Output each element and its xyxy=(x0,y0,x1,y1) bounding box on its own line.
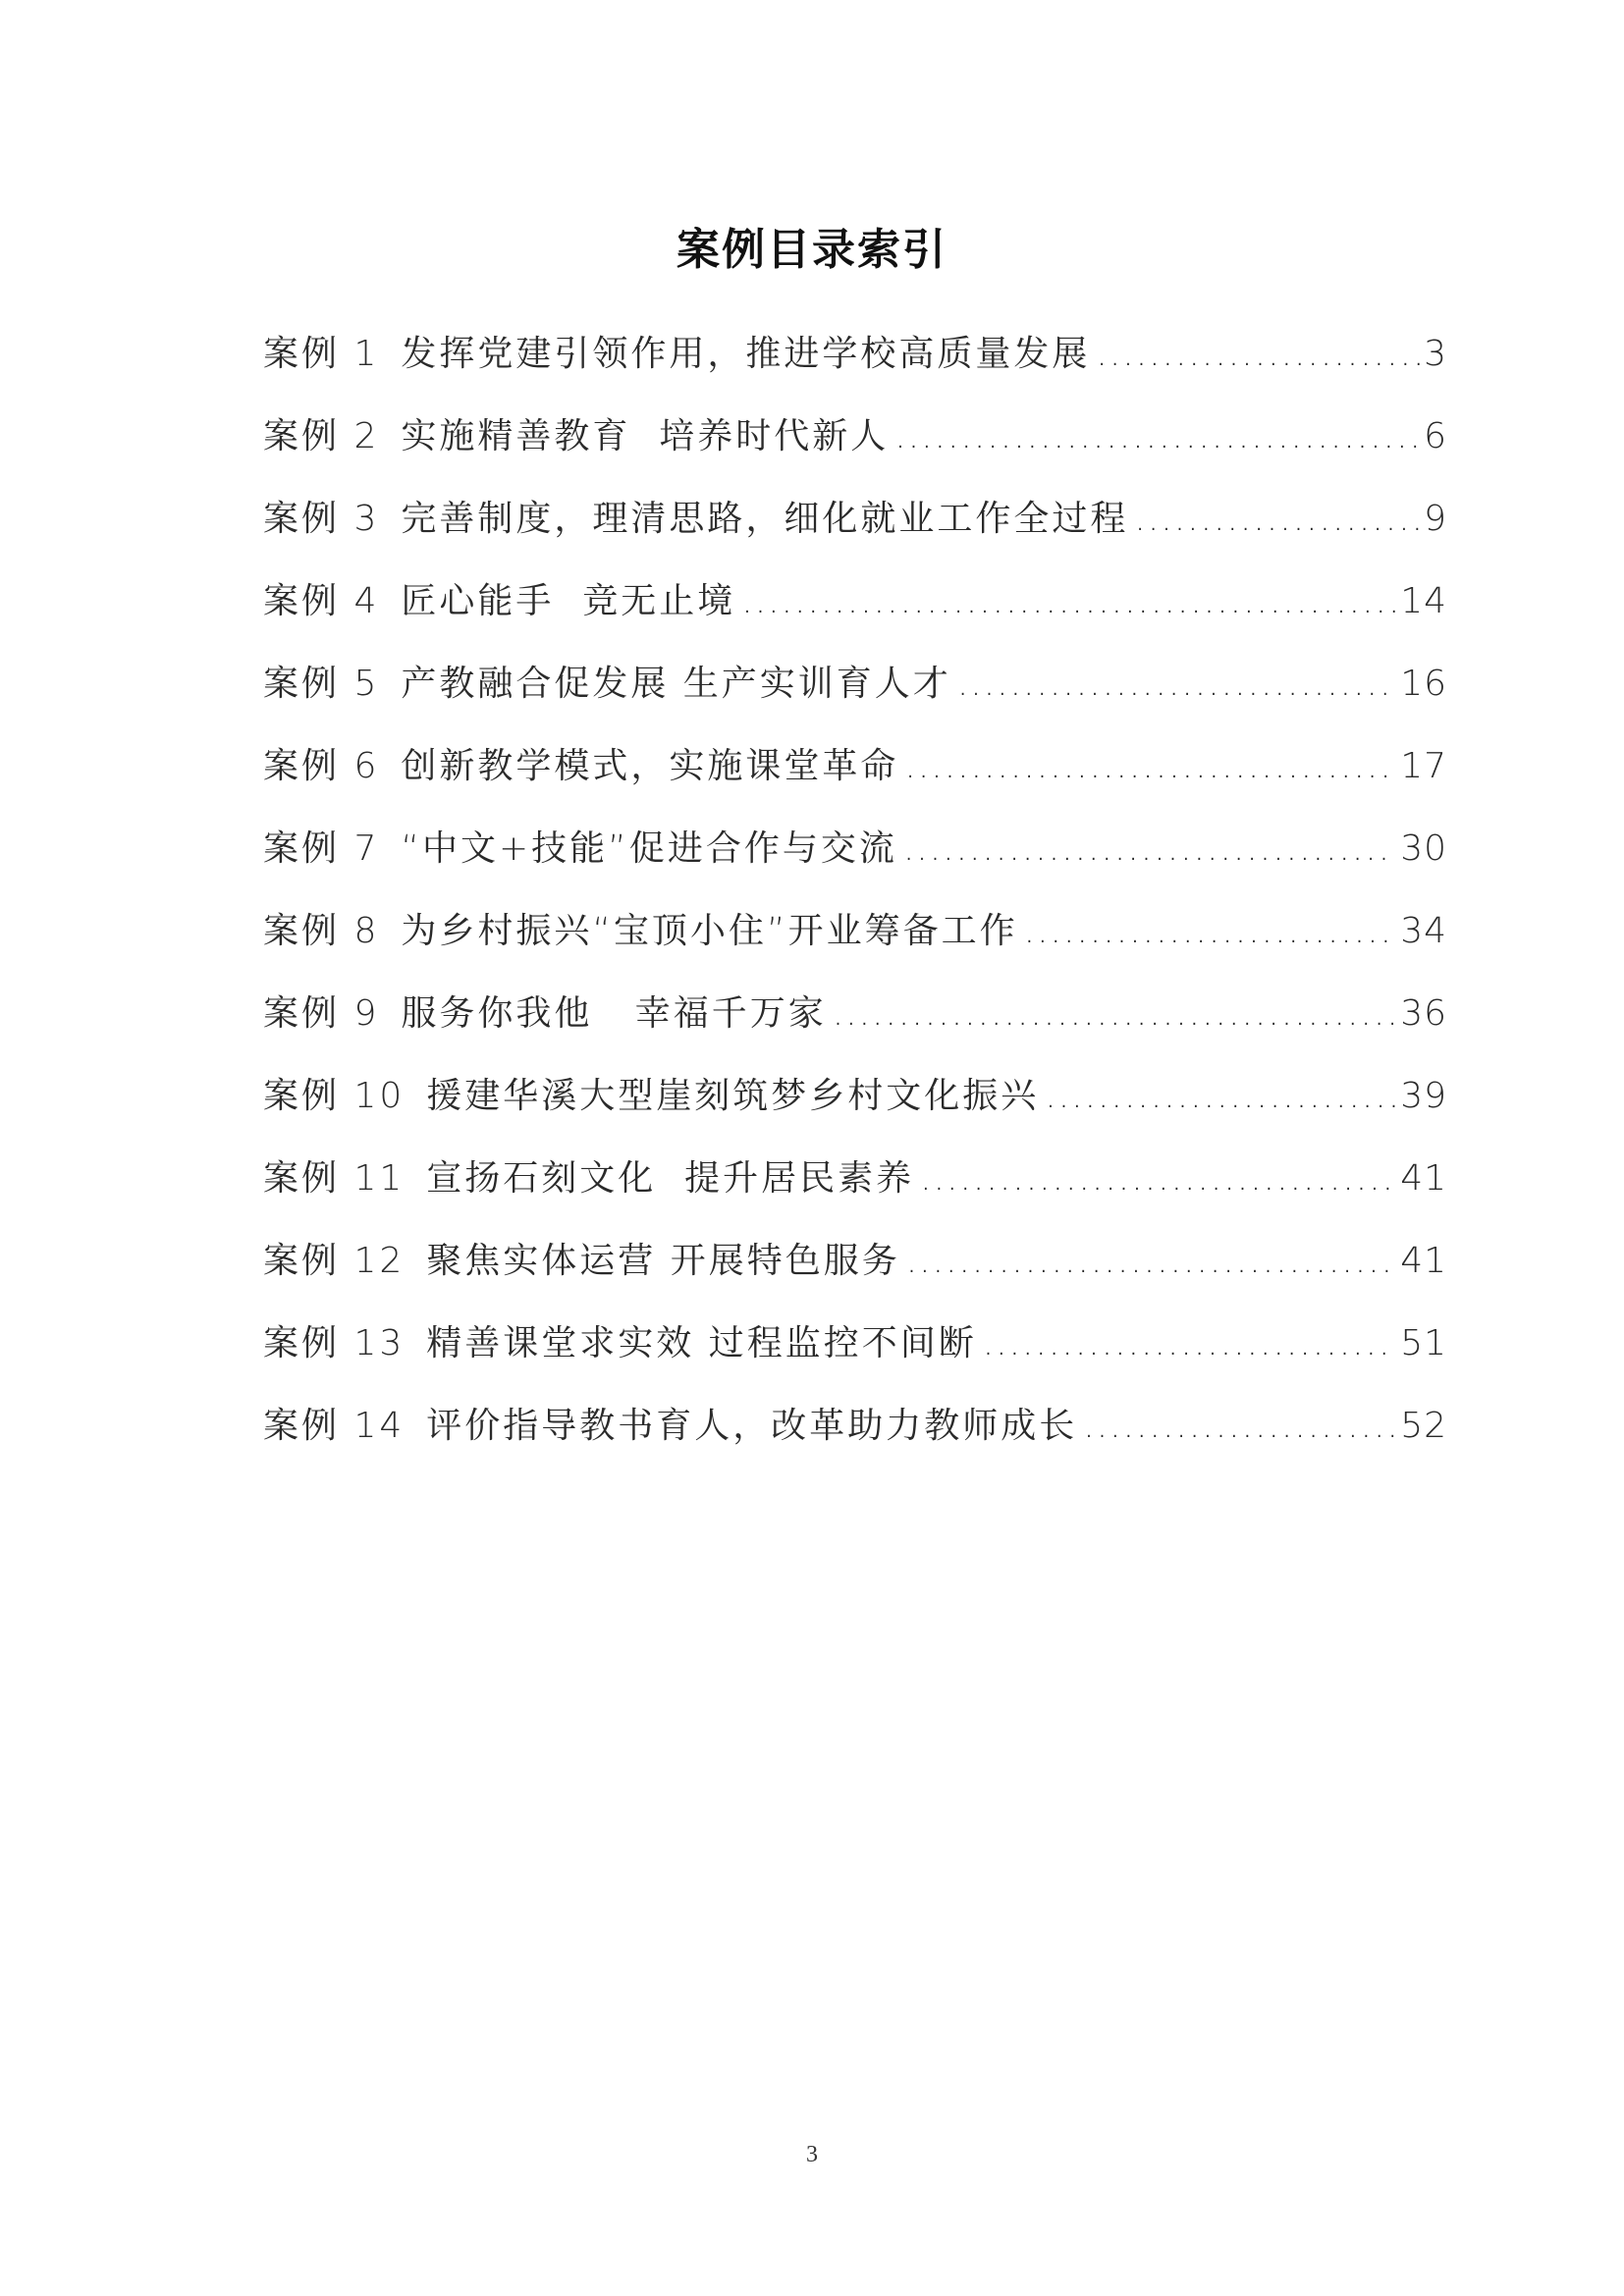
toc-page-number: 36 xyxy=(1400,993,1447,1034)
toc-entry[interactable] xyxy=(263,1398,1447,1480)
toc-dot-leader xyxy=(894,416,1420,456)
toc-entry[interactable] xyxy=(263,1315,1447,1398)
toc-entry-title: 精善课堂求实效 过程监控不间断 xyxy=(426,1323,977,1363)
toc-page-number: 52 xyxy=(1400,1406,1447,1446)
toc-case-label: 案例 6 xyxy=(263,746,380,786)
toc-dot-leader xyxy=(904,746,1396,786)
toc-case-label: 案例 10 xyxy=(263,1076,406,1116)
toc-case-label: 案例 3 xyxy=(263,499,380,539)
toc-page-number: 6 xyxy=(1424,416,1447,456)
toc-entry-title: 为乡村振兴“宝顶小住”开业筹备工作 xyxy=(401,911,1018,951)
toc-entry[interactable] xyxy=(263,491,1447,573)
toc-page-number: 51 xyxy=(1400,1323,1447,1363)
toc-entry-title: 实施精善教育 培养时代新人 xyxy=(401,416,890,456)
toc-case-label: 案例 8 xyxy=(263,911,380,951)
toc-entry[interactable] xyxy=(263,1068,1447,1150)
toc-page-number: 39 xyxy=(1400,1076,1447,1116)
toc-dot-leader xyxy=(920,1158,1396,1199)
toc-entry[interactable] xyxy=(263,1233,1447,1315)
toc-entry[interactable] xyxy=(263,986,1447,1068)
toc-case-label: 案例 2 xyxy=(263,416,380,456)
toc-entry[interactable] xyxy=(263,1150,1447,1233)
toc-entry[interactable] xyxy=(263,573,1447,656)
toc-entry-title: 产教融合促发展 生产实训育人才 xyxy=(401,664,951,704)
toc-entry-title: 完善制度，理清思路，细化就业工作全过程 xyxy=(401,499,1129,539)
toc-page-number: 16 xyxy=(1400,664,1447,704)
toc-case-label: 案例 5 xyxy=(263,664,380,704)
toc-page-number: 17 xyxy=(1400,746,1447,786)
toc-entry[interactable] xyxy=(263,903,1447,986)
toc-case-label: 案例 13 xyxy=(263,1323,406,1363)
toc-page-number: 30 xyxy=(1400,828,1447,869)
page-number: 3 xyxy=(806,2142,818,2167)
toc-dot-leader xyxy=(906,1241,1396,1281)
toc-dot-leader xyxy=(957,664,1396,704)
toc-page-number: 3 xyxy=(1424,334,1447,374)
toc-dot-leader xyxy=(741,581,1396,621)
toc-case-label: 案例 1 xyxy=(263,334,380,374)
toc-case-label: 案例 11 xyxy=(263,1158,406,1199)
toc-entry-title: 援建华溪大型崖刻筑梦乡村文化振兴 xyxy=(426,1076,1040,1116)
toc-entry[interactable] xyxy=(263,738,1447,821)
toc-dot-leader xyxy=(1045,1076,1396,1116)
toc-entry[interactable] xyxy=(263,656,1447,738)
toc-entry-title: 服务你我他 幸福千万家 xyxy=(401,993,827,1034)
toc-entry[interactable] xyxy=(263,821,1447,903)
toc-entry-title: 匠心能手 竞无止境 xyxy=(401,581,736,621)
toc-case-label: 案例 9 xyxy=(263,993,380,1034)
toc-case-label: 案例 7 xyxy=(263,828,380,869)
toc-case-label: 案例 12 xyxy=(263,1241,406,1281)
table-of-contents xyxy=(263,326,1447,1480)
toc-page-number: 14 xyxy=(1400,581,1447,621)
toc-case-label: 案例 4 xyxy=(263,581,380,621)
toc-entry-title: 宣扬石刻文化 提升居民素养 xyxy=(426,1158,915,1199)
toc-entry-title: “中文+技能”促进合作与交流 xyxy=(401,828,897,869)
toc-entry-title: 发挥党建引领作用，推进学校高质量发展 xyxy=(401,334,1091,374)
toc-entry[interactable] xyxy=(263,326,1447,408)
toc-dot-leader xyxy=(903,828,1396,869)
toc-dot-leader xyxy=(1096,334,1420,374)
toc-entry[interactable] xyxy=(263,408,1447,491)
toc-entry-title: 创新教学模式，实施课堂革命 xyxy=(401,746,899,786)
toc-dot-leader xyxy=(983,1323,1396,1363)
toc-entry-title: 聚焦实体运营 开展特色服务 xyxy=(426,1241,900,1281)
toc-page-number: 9 xyxy=(1424,499,1447,539)
toc-dot-leader xyxy=(1024,911,1397,951)
toc-dot-leader xyxy=(1083,1406,1396,1446)
toc-page-number: 41 xyxy=(1400,1158,1447,1199)
toc-case-label: 案例 14 xyxy=(263,1406,406,1446)
toc-page-number: 34 xyxy=(1400,911,1447,951)
toc-page-number: 41 xyxy=(1400,1241,1447,1281)
page-title: 案例目录索引 xyxy=(677,225,947,275)
toc-dot-leader xyxy=(833,993,1396,1034)
toc-entry-title: 评价指导教书育人，改革助力教师成长 xyxy=(426,1406,1078,1446)
toc-dot-leader xyxy=(1134,499,1420,539)
